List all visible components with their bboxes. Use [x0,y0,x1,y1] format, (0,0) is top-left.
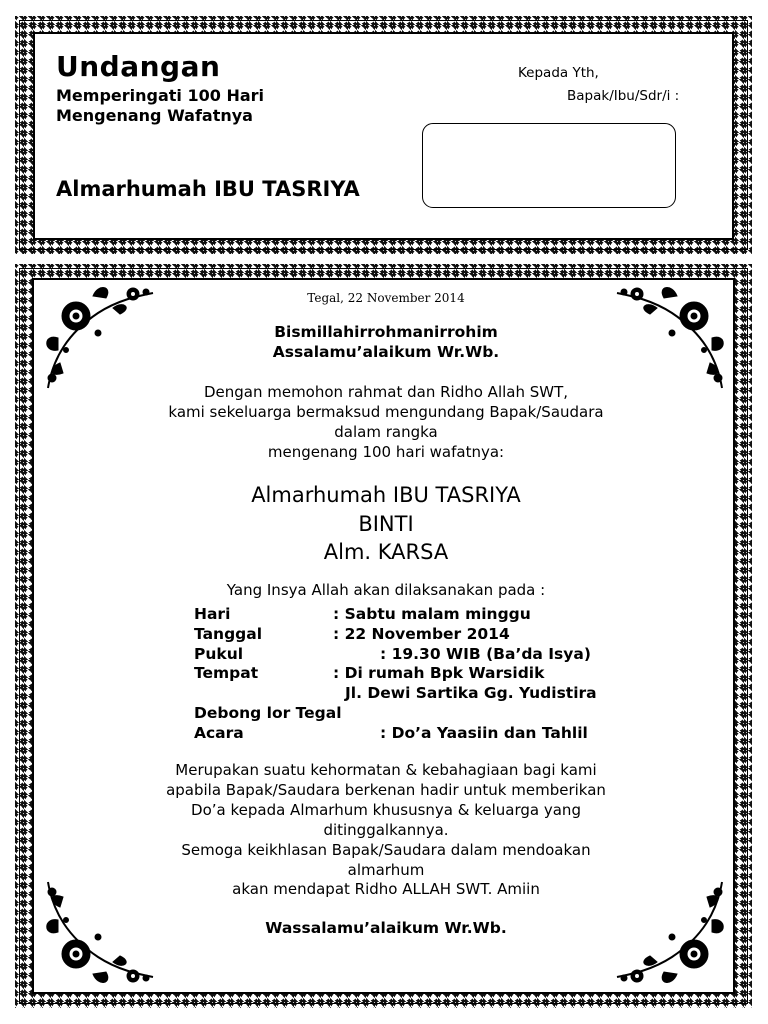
farewell-salam: Wassalamu’alaikum Wr.Wb. [265,919,507,937]
intro-line: Dengan memohon rahmat dan Ridho Allah SWT, [203,383,569,401]
envelope-subtitle-2: Mengenang Wafatnya [56,106,253,125]
closing-line: Do’a kepada Almarhum khususnya & keluarga yang [191,801,581,819]
intro-line: dalam rangka [334,423,438,441]
detail-value-pukul: : 19.30 WIB (Ba’da Isya) [380,645,591,663]
envelope-deceased-name: Almarhumah IBU TASRIYA [56,177,360,201]
opening-basmalah: Bismillahirrohmanirrohim [274,323,498,341]
closing-line: ditinggalkannya. [323,821,449,839]
closing-line: akan mendapat Ridho ALLAH SWT. Amiin [232,880,540,898]
detail-address-line: Debong lor Tegal [194,704,342,722]
detail-value-hari: : Sabtu malam minggu [333,605,531,623]
event-intro: Yang Insya Allah akan dilaksanakan pada : [226,581,546,599]
recipient-greeting: Kepada Yth, [518,65,599,81]
closing-line: Semoga keikhlasan Bapak/Saudara dalam mendoakan [181,841,591,859]
intro-line: mengenang 100 hari wafatnya: [267,443,505,461]
detail-value-acara: : Do’a Yaasiin dan Tahlil [380,724,588,742]
letter-date: Tegal, 22 November 2014 [307,291,465,305]
recipient-address-box [422,123,676,208]
closing-line: apabila Bapak/Saudara berkenan hadir untuk memberikan [166,781,606,799]
detail-value-tanggal: : 22 November 2014 [333,625,510,643]
detail-label-tempat: Tempat [194,664,259,682]
closing-line: almarhum [347,861,425,879]
binti-label: BINTI [358,512,414,536]
envelope-title: Undangan [56,50,221,83]
detail-address-line: Jl. Dewi Sartika Gg. Yudistira [345,684,597,702]
opening-salam: Assalamu’alaikum Wr.Wb. [272,343,500,361]
intro-line: kami sekeluarga bermaksud mengundang Bapak/Saudara [168,403,604,421]
deceased-name: Almarhumah IBU TASRIYA [251,483,521,507]
closing-line: Merupakan suatu kehormatan & kebahagiaan bagi kami [175,761,597,779]
detail-value-tempat: : Di rumah Bpk Warsidik [333,664,545,682]
detail-label-acara: Acara [194,724,244,742]
recipient-salutation: Bapak/Ibu/Sdr/i : [567,88,680,104]
envelope-subtitle-1: Memperingati 100 Hari [56,86,264,105]
detail-label-hari: Hari [194,605,231,623]
father-name: Alm. KARSA [323,540,449,564]
detail-label-pukul: Pukul [194,645,244,663]
detail-label-tanggal: Tanggal [194,625,263,643]
